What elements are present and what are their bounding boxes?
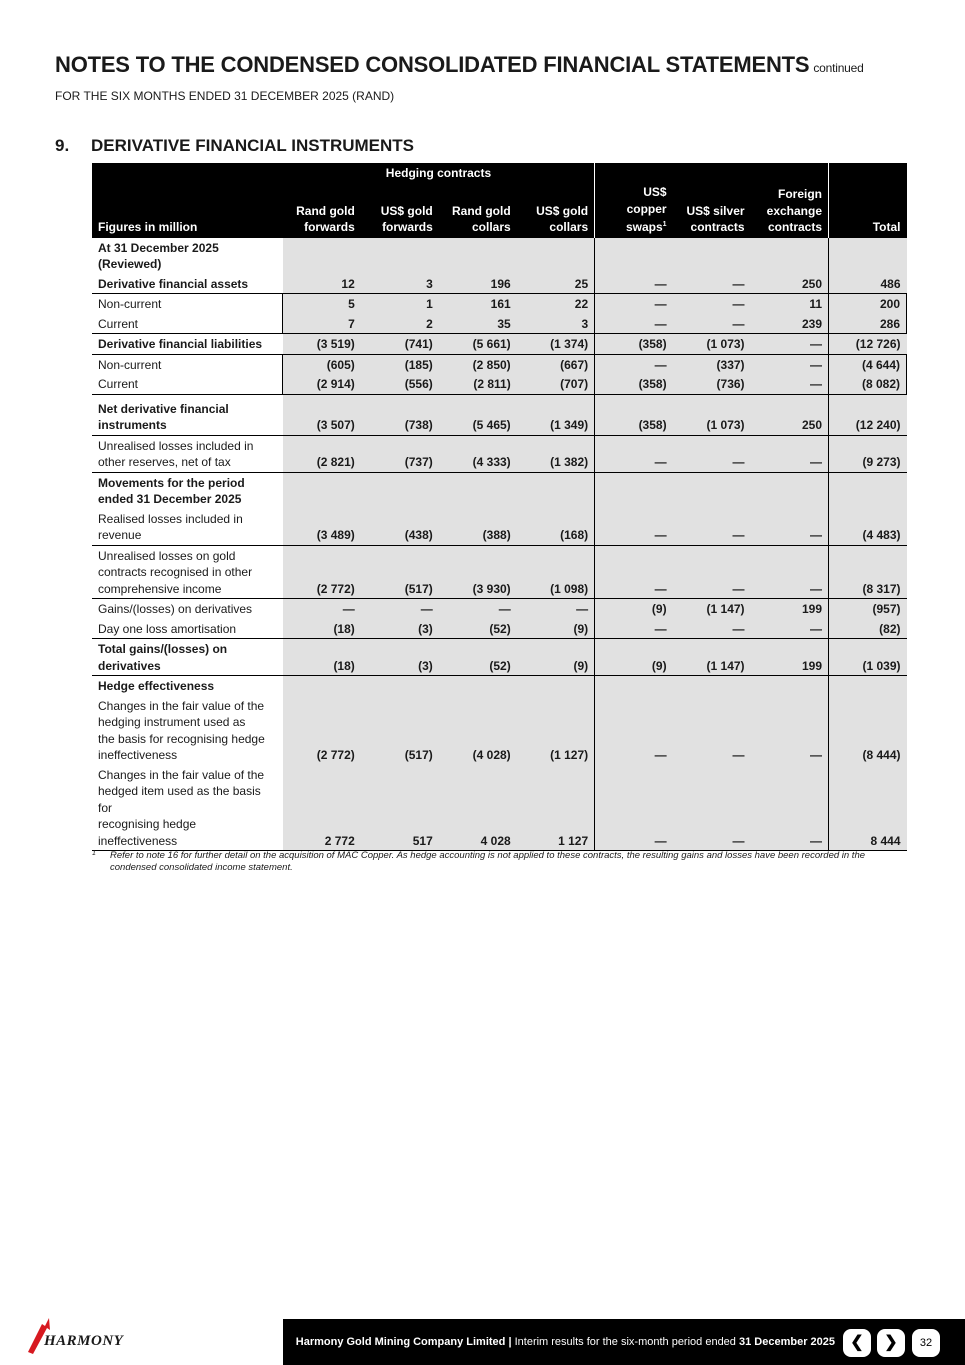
- table-cell: (517): [361, 545, 439, 599]
- table-cell: —: [751, 509, 829, 546]
- table-cell: 200: [829, 294, 907, 314]
- table-cell: —: [361, 599, 439, 619]
- row-label: Non-current: [92, 354, 283, 374]
- table-cell: —: [595, 619, 673, 639]
- continued-label: continued: [813, 61, 864, 75]
- table-cell: [439, 472, 517, 509]
- table-row: [92, 676, 907, 696]
- table-cell: [751, 472, 829, 509]
- table-cell: —: [595, 354, 673, 374]
- row-label: Realised losses included in revenue: [92, 509, 283, 546]
- table-cell: (2 850): [439, 354, 517, 374]
- table-cell: (1 073): [673, 394, 751, 435]
- table-cell: [829, 676, 907, 696]
- table-cell: (8 082): [829, 374, 907, 394]
- col-header: US$ gold forwards: [361, 184, 439, 238]
- table-cell: —: [751, 435, 829, 472]
- row-label: Non-current: [92, 294, 283, 314]
- table-cell: (4 483): [829, 509, 907, 546]
- table-cell: 8 444: [829, 765, 907, 851]
- table-cell: [439, 676, 517, 696]
- table-cell: (1 374): [517, 334, 595, 355]
- table-row: [92, 435, 907, 472]
- col-header: Total: [829, 184, 907, 238]
- table-row: [92, 314, 907, 334]
- table-cell: (337): [673, 354, 751, 374]
- table-cell: —: [595, 314, 673, 334]
- table-cell: (9): [595, 639, 673, 676]
- table-cell: (517): [361, 696, 439, 765]
- table-cell: 517: [361, 765, 439, 851]
- table-cell: (52): [439, 639, 517, 676]
- table-cell: (3 930): [439, 545, 517, 599]
- table-row: [92, 238, 907, 274]
- table-cell: (605): [283, 354, 361, 374]
- table-cell: (5 661): [439, 334, 517, 355]
- row-label: Changes in the fair value of the hedging instrument used as the basis for recognising hedge ineffectiveness: [92, 696, 283, 765]
- table-cell: (1 039): [829, 639, 907, 676]
- col-header: Rand gold collars: [439, 184, 517, 238]
- footer-bar: [283, 1319, 965, 1365]
- table-cell: —: [751, 354, 829, 374]
- footer-text: Harmony Gold Mining Company Limited | Interim results for the six-month period ended 31 December 2025: [295, 1336, 835, 1348]
- table-cell: —: [595, 294, 673, 314]
- table-cell: 22: [517, 294, 595, 314]
- table-cell: [829, 472, 907, 509]
- table-cell: —: [595, 765, 673, 851]
- table-cell: (2 811): [439, 374, 517, 394]
- table-cell: (388): [439, 509, 517, 546]
- table-cell: —: [595, 435, 673, 472]
- col-header: Foreign exchange contracts: [751, 184, 829, 238]
- table-cell: —: [673, 274, 751, 294]
- table-cell: (707): [517, 374, 595, 394]
- next-page-button[interactable]: [877, 1329, 905, 1357]
- table-cell: 35: [439, 314, 517, 334]
- table-cell: (358): [595, 334, 673, 355]
- table-cell: (12 240): [829, 394, 907, 435]
- table-cell: —: [673, 545, 751, 599]
- table-cell: —: [673, 509, 751, 546]
- col-header: US$ copper swaps$^1$: [595, 184, 673, 238]
- section-heading: 9. DERIVATIVE FINANCIAL INSTRUMENTS: [55, 136, 415, 155]
- table-cell: 3: [517, 314, 595, 334]
- row-label: Total gains/(losses) on derivatives: [92, 639, 283, 676]
- chevron-left-icon: ❮: [850, 1334, 864, 1351]
- table-cell: (2 772): [283, 696, 361, 765]
- table-cell: —: [517, 599, 595, 619]
- col-header: US$ silver contracts: [673, 184, 751, 238]
- row-label: Unrealised losses included in other reserves, net of tax: [92, 435, 283, 472]
- table-cell: (738): [361, 394, 439, 435]
- table-cell: 4 028: [439, 765, 517, 851]
- table-cell: (2 821): [283, 435, 361, 472]
- table-cell: [517, 238, 595, 274]
- table-cell: (1 147): [673, 599, 751, 619]
- table-cell: —: [751, 696, 829, 765]
- table-cell: [439, 238, 517, 274]
- prev-page-button[interactable]: [843, 1329, 871, 1357]
- table-row: [92, 394, 907, 435]
- table-cell: 239: [751, 314, 829, 334]
- row-label: At 31 December 2025 (Reviewed): [92, 238, 283, 274]
- table-cell: (1 147): [673, 639, 751, 676]
- table-cell: (358): [595, 374, 673, 394]
- table-cell: (736): [673, 374, 751, 394]
- row-label: Hedge effectiveness: [92, 676, 283, 696]
- table-cell: [283, 676, 361, 696]
- table-cell: (3 519): [283, 334, 361, 355]
- col-header: Rand gold forwards: [283, 184, 361, 238]
- table-cell: (438): [361, 509, 439, 546]
- footnote: 1 Refer to note 16 for further detail on the acquisition of MAC Copper. As hedge accounting is not applied to these contracts, the resulting gains and losses have been recorded in the condensed consolidated income statement.: [92, 850, 866, 873]
- table-cell: [751, 238, 829, 274]
- table-cell: (2 914): [283, 374, 361, 394]
- table-cell: —: [673, 314, 751, 334]
- table-cell: 11: [751, 294, 829, 314]
- table-cell: (1 127): [517, 696, 595, 765]
- table-cell: [517, 472, 595, 509]
- table-cell: (556): [361, 374, 439, 394]
- page-title: NOTES TO THE CONDENSED CONSOLIDATED FINANCIAL STATEMENTS continued: [55, 52, 864, 77]
- table-cell: (52): [439, 619, 517, 639]
- table-cell: (82): [829, 619, 907, 639]
- table-cell: (2 772): [283, 545, 361, 599]
- table-cell: (3 507): [283, 394, 361, 435]
- table-cell: [283, 472, 361, 509]
- table-cell: [829, 238, 907, 274]
- table-cell: 486: [829, 274, 907, 294]
- row-label: Derivative financial liabilities: [92, 334, 283, 355]
- derivatives-table: [92, 163, 907, 851]
- row-label: Movements for the period ended 31 December 2025: [92, 472, 283, 509]
- table-cell: 25: [517, 274, 595, 294]
- table-cell: —: [673, 696, 751, 765]
- table-cell: 1 127: [517, 765, 595, 851]
- table-cell: —: [283, 599, 361, 619]
- table-cell: 1: [361, 294, 439, 314]
- table-cell: —: [595, 509, 673, 546]
- table-cell: 5: [283, 294, 361, 314]
- table-cell: (12 726): [829, 334, 907, 355]
- table-cell: [361, 472, 439, 509]
- table-cell: [751, 676, 829, 696]
- table-cell: [673, 238, 751, 274]
- table-cell: (9): [517, 639, 595, 676]
- table-cell: 161: [439, 294, 517, 314]
- table-cell: 199: [751, 599, 829, 619]
- page-number: 32: [912, 1329, 940, 1357]
- table-cell: (1 349): [517, 394, 595, 435]
- table-cell: (667): [517, 354, 595, 374]
- table-cell: 196: [439, 274, 517, 294]
- table-cell: —: [751, 619, 829, 639]
- table-cell: 286: [829, 314, 907, 334]
- table-cell: 2: [361, 314, 439, 334]
- table-cell: —: [439, 599, 517, 619]
- row-label: Unrealised losses on gold contracts recognised in other comprehensive income: [92, 545, 283, 599]
- table-cell: (8 317): [829, 545, 907, 599]
- table-cell: (4 028): [439, 696, 517, 765]
- table-cell: 199: [751, 639, 829, 676]
- table-cell: (185): [361, 354, 439, 374]
- row-label: Derivative financial assets: [92, 274, 283, 294]
- table-cell: [673, 472, 751, 509]
- table-cell: —: [595, 545, 673, 599]
- table-row: [92, 696, 907, 765]
- row-label: Gains/(losses) on derivatives: [92, 599, 283, 619]
- table-cell: —: [595, 696, 673, 765]
- table-cell: —: [673, 435, 751, 472]
- table-cell: [673, 676, 751, 696]
- table-cell: 3: [361, 274, 439, 294]
- table-cell: 12: [283, 274, 361, 294]
- table-cell: —: [673, 765, 751, 851]
- row-label: Day one loss amortisation: [92, 619, 283, 639]
- table-cell: (18): [283, 639, 361, 676]
- table-cell: —: [595, 274, 673, 294]
- table-cell: 250: [751, 274, 829, 294]
- table-cell: 7: [283, 314, 361, 334]
- table-cell: (737): [361, 435, 439, 472]
- table-cell: (1 073): [673, 334, 751, 355]
- table-cell: (1 098): [517, 545, 595, 599]
- table-cell: (957): [829, 599, 907, 619]
- table-cell: [595, 676, 673, 696]
- table-cell: (18): [283, 619, 361, 639]
- table-cell: [517, 676, 595, 696]
- table-row: [92, 472, 907, 509]
- table-cell: (3): [361, 639, 439, 676]
- table-row: [92, 599, 907, 619]
- table-cell: (9 273): [829, 435, 907, 472]
- table-row: [92, 545, 907, 599]
- table-cell: —: [751, 374, 829, 394]
- table-cell: —: [751, 545, 829, 599]
- table-cell: —: [751, 334, 829, 355]
- table-cell: [361, 238, 439, 274]
- table-row: [92, 294, 907, 314]
- table-cell: (4 644): [829, 354, 907, 374]
- table-cell: [595, 238, 673, 274]
- col-header: US$ gold collars: [517, 184, 595, 238]
- table-cell: [283, 238, 361, 274]
- table-cell: —: [673, 294, 751, 314]
- row-label: Current: [92, 314, 283, 334]
- table-cell: —: [673, 619, 751, 639]
- table-row: [92, 619, 907, 639]
- table-cell: (5 465): [439, 394, 517, 435]
- table-row: [92, 274, 907, 294]
- table-cell: (358): [595, 394, 673, 435]
- table-cell: (3): [361, 619, 439, 639]
- chevron-right-icon: ❯: [884, 1334, 898, 1351]
- hedging-contracts-header: Hedging contracts: [283, 163, 595, 184]
- table-cell: [595, 472, 673, 509]
- table-row: [92, 509, 907, 546]
- table-cell: (1 382): [517, 435, 595, 472]
- table-row: [92, 334, 907, 355]
- table-cell: 2 772: [283, 765, 361, 851]
- table-cell: 250: [751, 394, 829, 435]
- page-subtitle: FOR THE SIX MONTHS ENDED 31 DECEMBER 2025 (RAND): [55, 89, 395, 103]
- table-row: [92, 765, 907, 851]
- table-cell: —: [751, 765, 829, 851]
- row-label: Net derivative financial instruments: [92, 394, 283, 435]
- table-cell: (9): [595, 599, 673, 619]
- table-row: [92, 374, 907, 394]
- brand-name: HARMONY: [44, 1333, 124, 1349]
- table-cell: (3 489): [283, 509, 361, 546]
- table-cell: [361, 676, 439, 696]
- row-label: Current: [92, 374, 283, 394]
- figures-in-million-label: Figures in million: [92, 184, 283, 238]
- table-row: [92, 639, 907, 676]
- table-cell: (4 333): [439, 435, 517, 472]
- table-cell: (9): [517, 619, 595, 639]
- table-cell: (8 444): [829, 696, 907, 765]
- table-row: [92, 354, 907, 374]
- table-cell: (741): [361, 334, 439, 355]
- table-cell: (168): [517, 509, 595, 546]
- row-label: Changes in the fair value of the hedged item used as the basis for recognising hedge ineffectiveness: [92, 765, 283, 851]
